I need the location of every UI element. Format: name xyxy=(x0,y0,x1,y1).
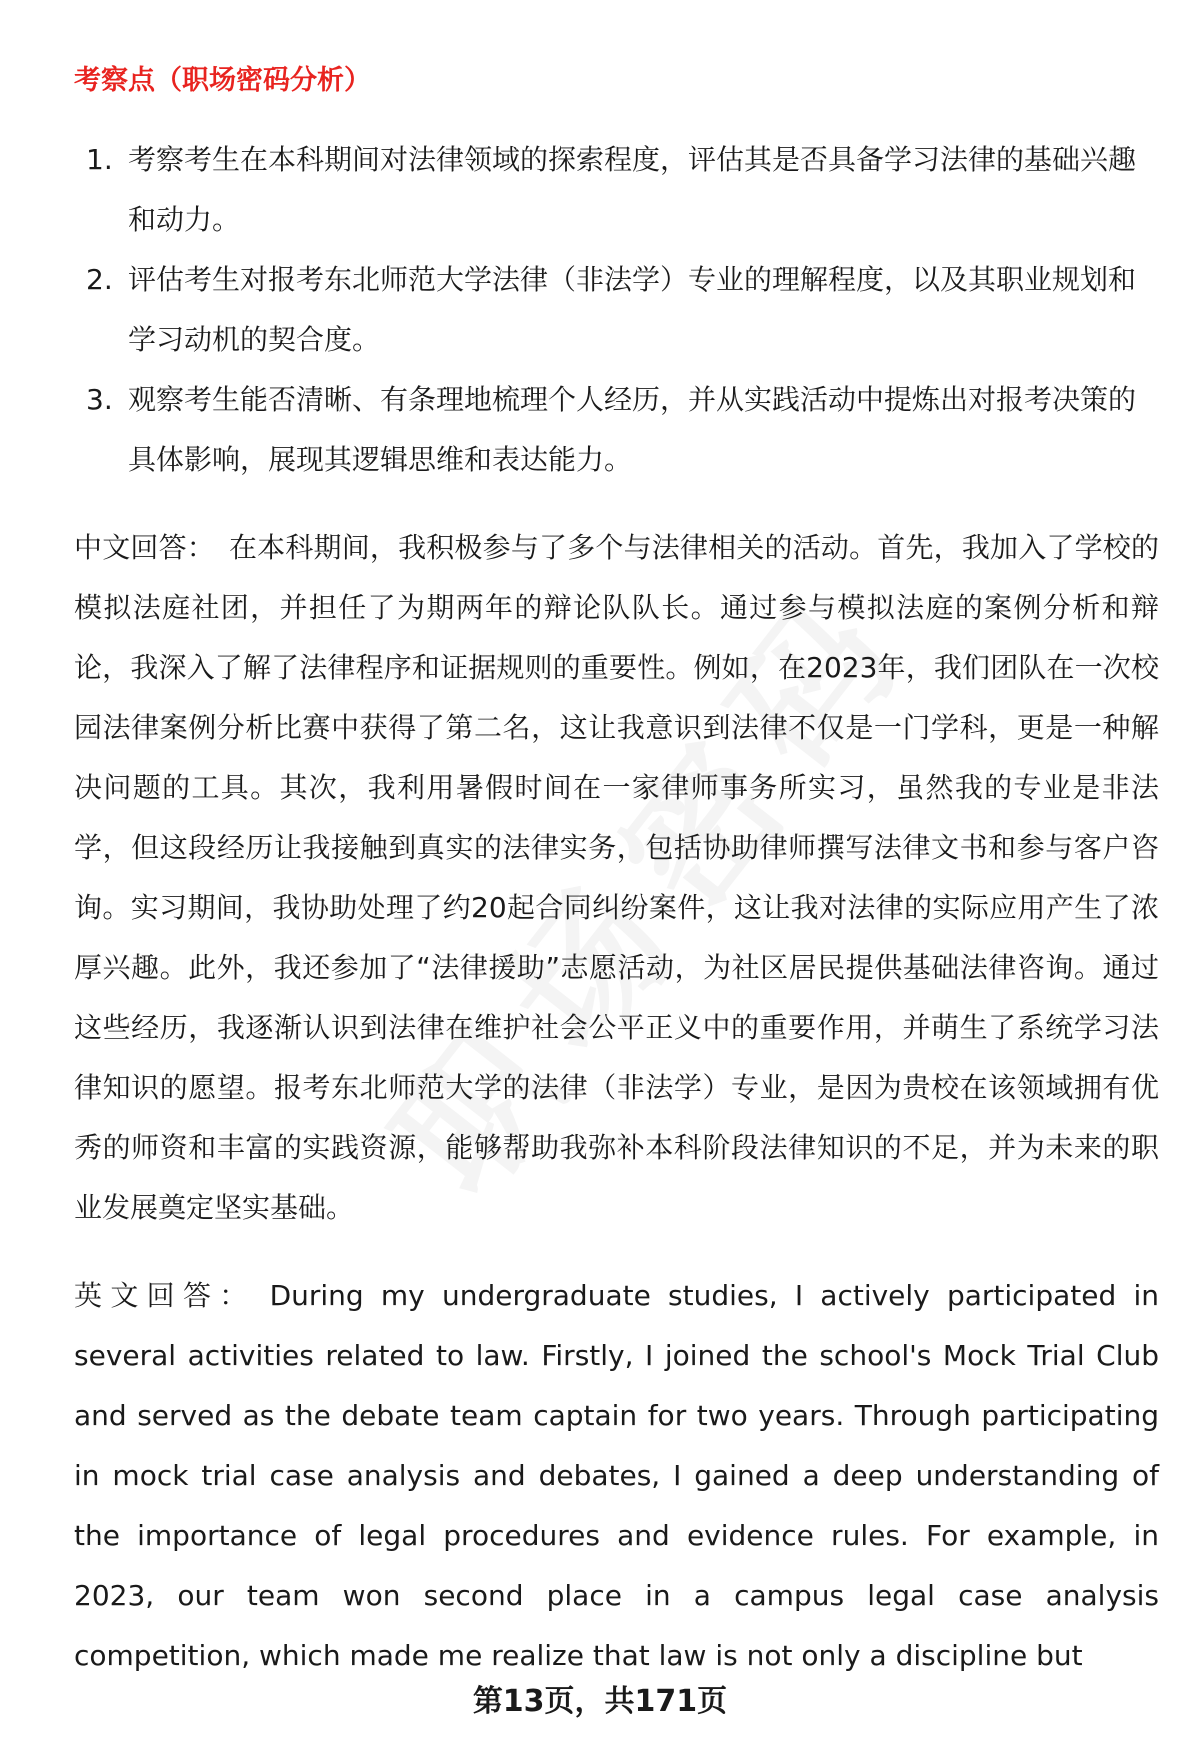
list-item xyxy=(74,370,1154,490)
list-item-text: 评估考生对报考东北师范大学法律（非法学）专业的理解程度，以及其职业规划和学习动机的契合度。 xyxy=(128,263,1137,356)
list-item-number: 3. xyxy=(86,383,113,416)
assessment-points-list xyxy=(74,130,1154,490)
list-item-number: 1. xyxy=(86,143,113,176)
english-answer xyxy=(74,1266,1159,1686)
section-title: 考察点（职场密码分析） xyxy=(74,65,371,96)
page-number: 第13页，共171页 xyxy=(472,1684,728,1719)
list-item-text: 观察考生能否清晰、有条理地梳理个人经历，并从实践活动中提炼出对报考决策的具体影响，展现其逻辑思维和表达能力。 xyxy=(128,383,1137,476)
list-item xyxy=(74,250,1154,370)
english-answer-label: 英文回答： xyxy=(74,1279,256,1312)
chinese-answer-label: 中文回答： xyxy=(74,531,215,564)
english-answer-text: During my undergraduate studies, I actively participated in several activities related to law. Firstly, I joined the school's Mock Trial Club and served as the debate team captain for two years. Through participating in mock trial case analysis and debates, I gained a deep understanding of the importance of legal procedures and evidence rules. For example, in 2023, our team won second place in a campus legal case analysis competition, which made me realize that law is not only a discipline but xyxy=(74,1279,1159,1672)
chinese-answer-text: 在本科期间，我积极参与了多个与法律相关的活动。首先，我加入了学校的模拟法庭社团，并担任了为期两年的辩论队队长。通过参与模拟法庭的案例分析和辩论，我深入了解了法律程序和证据规则的重要性。例如，在2023年，我们团队在一次校园法律案例分析比赛中获得了第二名，这让我意识到法律不仅是一门学科，更是一种解决问题的工具。其次，我利用暑假时间在一家律师事务所实习，虽然我的专业是非法学，但这段经历让我接触到真实的法律实务，包括协助律师撰写法律文书和参与客户咨询。实习期间，我协助处理了约20起合同纠纷案件，这让我对法律的实际应用产生了浓厚兴趣。此外，我还参加了“法律援助”志愿活动，为社区居民提供基础法律咨询。通过这些经历，我逐渐认识到法律在维护社会公平正义中的重要作用，并萌生了系统学习法律知识的愿望。报考东北师范大学的法律（非法学）专业，是因为贵校在该领域拥有优秀的师资和丰富的实践资源，能够帮助我弥补本科阶段法律知识的不足，并为未来的职业发展奠定坚实基础。 xyxy=(74,531,1159,1224)
list-item-text: 考察考生在本科期间对法律领域的探索程度，评估其是否具备学习法律的基础兴趣和动力。 xyxy=(128,143,1137,236)
chinese-answer xyxy=(74,518,1159,1238)
list-item xyxy=(74,130,1154,250)
list-item-number: 2. xyxy=(86,263,113,296)
